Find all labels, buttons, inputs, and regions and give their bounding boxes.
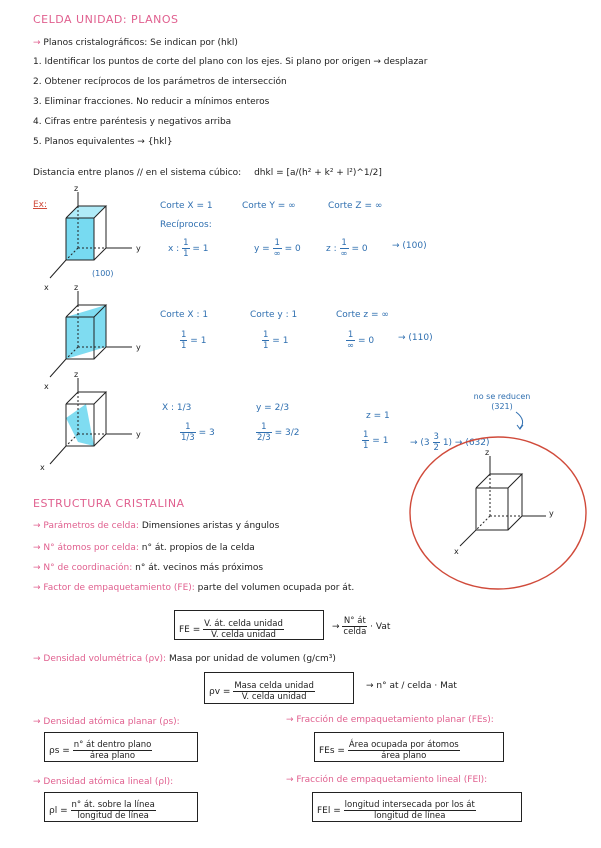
arrow-icon: → (33, 654, 41, 664)
ex3-rx-frac (180, 422, 196, 443)
arrow-icon: → (286, 775, 294, 785)
fe-linear-frac (344, 800, 476, 821)
ex3-cut-y: y = 2/3 (256, 403, 290, 413)
ex1-recip-z (326, 238, 368, 259)
ex2-ry-den: 1 (263, 341, 269, 351)
arrow-icon: → (33, 583, 41, 593)
ex2-rz-den: ∞ (347, 341, 355, 351)
linear-density-frac (71, 800, 156, 821)
ex1-rz-frac (340, 238, 349, 259)
rho-formula (209, 681, 315, 702)
structure-title: ESTRUCTURA CRISTALINA (33, 497, 185, 510)
ex1-rz-num: 1 (341, 238, 347, 248)
ex3-recip-y (256, 422, 299, 443)
linear-density-num: n° át. sobre la línea (71, 800, 155, 810)
ex1-reciprocos: Recíprocos: (160, 220, 212, 230)
arrow-icon: → (286, 715, 294, 725)
ex3-rz-den: 1 (363, 441, 369, 451)
ex3-rx-num: 1 (180, 422, 196, 433)
ex3-rx-value: = 3 (198, 428, 215, 438)
ex2-recip-z (346, 330, 374, 351)
fe-linear-label: Fracción de empaquetamiento lineal (FEl): (296, 775, 488, 785)
fe-formula (179, 619, 284, 640)
rho-den: V. celda unidad (241, 692, 307, 702)
planar-density-box (44, 732, 198, 762)
ex3-result-post: 1) → (632) (442, 438, 490, 448)
structure-item-1 (33, 520, 279, 532)
note-arrow-icon (514, 412, 534, 432)
ex1-result: → (100) (392, 241, 427, 251)
ex1-rx-den: 1 (183, 249, 189, 259)
cube-110-diagram (42, 285, 142, 385)
fe-planar-frac (348, 740, 460, 761)
axis-z-3: z (74, 370, 79, 379)
fe-arrow: → (332, 622, 340, 632)
rho-rhs-text: n° at / celda · Mat (376, 681, 457, 691)
ex3-ry-value: = 3/2 (274, 428, 300, 438)
ex2-rx-frac (180, 330, 187, 351)
ex3-recip-x (180, 422, 215, 443)
fe-planar-lhs: FEs = (319, 746, 345, 756)
ex2-ry-frac (262, 330, 269, 351)
fe-formula-box (174, 610, 324, 640)
fe-frac (203, 619, 284, 640)
fe-linear (286, 774, 487, 786)
distance-formula: dhkl = [a/(h² + k² + l²)^1/2] (254, 168, 382, 178)
ex2-rx-num: 1 (181, 330, 187, 340)
ex3-rz-frac (362, 430, 369, 451)
page-title: CELDA UNIDAD: PLANOS (33, 13, 179, 26)
rho-frac (233, 681, 315, 702)
fe-rhs-tail: · Vat (370, 622, 391, 632)
fe-rhs-num: N° át (343, 616, 366, 626)
axis-x-1: x (44, 283, 49, 292)
ex1-ry-frac (273, 238, 282, 259)
ex1-rz-label: z : (326, 244, 337, 254)
structure-item-2 (33, 542, 255, 554)
cube-ellipse-diagram (446, 446, 556, 556)
ex1-recip-y (254, 238, 301, 259)
structure-item-4-label: Factor de empaquetamiento (FE): (43, 583, 195, 593)
cube-632-diagram (42, 372, 142, 472)
ex3-ry-num: 1 (256, 422, 272, 433)
plane-110-fill (66, 305, 106, 359)
ex1-rx-num: 1 (183, 238, 189, 248)
fe-rhs (332, 616, 390, 637)
density-vol-text: Masa por unidad de volumen (g/cm³) (168, 654, 336, 664)
fe-linear-formula (317, 800, 476, 821)
step-1: 1. Identificar los puntos de corte del plano con los ejes. Si plano por origen → desplazar (33, 57, 428, 67)
fe-planar-den: área plano (381, 751, 427, 761)
step-5: 5. Planos equivalentes → {hkl} (33, 137, 173, 147)
structure-item-3-label: N° de coordinación: (43, 563, 133, 573)
fe-linear-lhs: FEl = (317, 806, 341, 816)
ex2-recip-y (262, 330, 288, 351)
arrow-icon: → (33, 563, 41, 573)
density-linear (33, 776, 173, 788)
fe-lhs: FE = (179, 625, 201, 635)
planar-density-frac (73, 740, 153, 761)
ex3-rx-den: 1/3 (181, 433, 195, 443)
ex2-result: → (110) (398, 333, 433, 343)
axis-y-4: y (549, 509, 554, 518)
axis-y-3: y (136, 430, 141, 439)
structure-item-1-label: Parámetros de celda: (43, 521, 139, 531)
ex2-rz-frac (346, 330, 355, 351)
fe-linear-box (312, 792, 522, 822)
step-3: 3. Eliminar fracciones. No reducir a mínimos enteros (33, 97, 270, 107)
planar-density-formula (49, 740, 152, 761)
arrow-icon: → (33, 717, 41, 727)
linear-density-formula (49, 800, 156, 821)
structure-item-2-text: n° át. propios de la celda (141, 543, 255, 553)
planes-header (33, 37, 238, 49)
fe-rhs-den: celda (343, 627, 367, 637)
ex1-cut-y: Corte Y = ∞ (242, 201, 296, 211)
structure-item-2-label: N° átomos por celda: (43, 543, 139, 553)
ex1-rz-value: = 0 (351, 244, 368, 254)
planar-density-num: n° át dentro plano (73, 740, 152, 750)
axis-x-2: x (44, 382, 49, 391)
axis-y-2: y (136, 343, 141, 352)
example-label: Ex: (33, 200, 48, 210)
ex3-rz-value: = 1 (372, 436, 389, 446)
structure-item-4 (33, 582, 354, 594)
rho-rhs (366, 680, 457, 692)
ex3-result-pre: → (3 (410, 438, 430, 448)
step-2: 2. Obtener recíprocos de los parámetros de intersección (33, 77, 287, 87)
rho-lhs: ρv = (209, 687, 231, 697)
fe-planar-num: Área ocupada por átomos (348, 740, 459, 750)
fe-rhs-frac (342, 616, 367, 637)
step-4: 4. Cifras entre paréntesis y negativos arriba (33, 117, 232, 127)
ex2-ry-num: 1 (263, 330, 269, 340)
structure-item-3 (33, 562, 263, 574)
density-planar-label: Densidad atómica planar (ρs): (43, 717, 180, 727)
ex3-recip-z (362, 430, 388, 451)
ex1-rz-den: ∞ (340, 249, 348, 259)
axis-x-3: x (40, 463, 45, 472)
rho-num: Masa celda unidad (234, 681, 314, 691)
fe-linear-den: longitud de línea (374, 811, 446, 821)
axis-z-1: z (74, 184, 79, 193)
arrow-icon: → (33, 777, 41, 787)
ex2-ry-value: = 1 (272, 336, 289, 346)
density-planar (33, 716, 180, 728)
plane-100-fill (66, 218, 94, 260)
ex2-cut-z: Corte z = ∞ (336, 310, 389, 320)
fe-num: V. át. celda unidad (204, 619, 283, 629)
ex1-cut-x: Corte X = 1 (160, 201, 213, 211)
ex1-rx-frac (182, 238, 189, 259)
arrow-icon: → (33, 543, 41, 553)
ex3-result-frac-num: 3 (433, 432, 439, 442)
ex1-cut-z: Corte Z = ∞ (328, 201, 383, 211)
axis-z-2: z (74, 283, 79, 292)
structure-item-3-text: n° át. vecinos más próximos (135, 563, 264, 573)
ex2-rx-value: = 1 (190, 336, 207, 346)
axis-z-4: z (485, 448, 490, 457)
fe-linear-num: longitud intersecada por los át (344, 800, 475, 810)
ex1-ry-value: = 0 (284, 244, 301, 254)
axis-y-1: y (136, 244, 141, 253)
linear-density-den: longitud de línea (77, 811, 149, 821)
density-vol-label: Densidad volumétrica (ρv): (43, 654, 167, 664)
ex3-note: no se reducen (321) (473, 392, 531, 411)
arrow-icon: → (33, 521, 41, 531)
fe-planar-box (314, 732, 504, 762)
planes-header-text: Planos cristalográficos: Se indican por (hkl) (43, 38, 238, 48)
rho-arrow: → (366, 681, 374, 691)
linear-density-box (44, 792, 198, 822)
arrow-icon: → (33, 38, 41, 48)
ex1-rx-label: x : (168, 244, 180, 254)
density-linear-label: Densidad atómica lineal (ρl): (43, 777, 174, 787)
ex1-ry-label: y = (254, 244, 270, 254)
planar-density-den: área plano (89, 751, 136, 761)
fe-den: V. celda unidad (211, 630, 276, 640)
structure-item-4-text: parte del volumen ocupada por át. (197, 583, 355, 593)
axis-x-4: x (454, 547, 459, 556)
ex2-rx-den: 1 (181, 341, 187, 351)
ex2-cut-y: Corte y : 1 (250, 310, 298, 320)
fe-planar-label: Fracción de empaquetamiento planar (FEs): (296, 715, 494, 725)
distance-line (33, 167, 382, 179)
ex3-rz-num: 1 (363, 430, 369, 440)
fe-planar (286, 714, 494, 726)
linear-density-lhs: ρl = (49, 806, 68, 816)
ex3-ry-den: 2/3 (257, 433, 271, 443)
ex1-recip-x (168, 238, 209, 259)
ex3-cut-z: z = 1 (366, 411, 390, 421)
distance-text: Distancia entre planos // en el sistema cúbico: (33, 168, 242, 178)
ex3-cut-x: X : 1/3 (162, 403, 192, 413)
cube-100-label: (100) (92, 269, 114, 278)
density-vol (33, 653, 336, 665)
rho-formula-box (204, 672, 354, 704)
plane-632-fill (66, 404, 94, 446)
ex1-ry-den: ∞ (273, 249, 281, 259)
ex1-ry-num: 1 (274, 238, 280, 248)
ex2-rz-num: 1 (347, 330, 354, 340)
ex1-rx-value: = 1 (192, 244, 209, 254)
ex2-rz-value: = 0 (357, 336, 375, 346)
structure-item-1-text: Dimensiones aristas y ángulos (141, 521, 280, 531)
ex3-ry-frac (256, 422, 272, 443)
ex2-recip-x (180, 330, 206, 351)
ex2-cut-x: Corte X : 1 (160, 310, 209, 320)
planar-density-lhs: ρs = (49, 746, 70, 756)
fe-planar-formula (319, 740, 460, 761)
ex3-result-frac-den: 2 (433, 443, 439, 453)
